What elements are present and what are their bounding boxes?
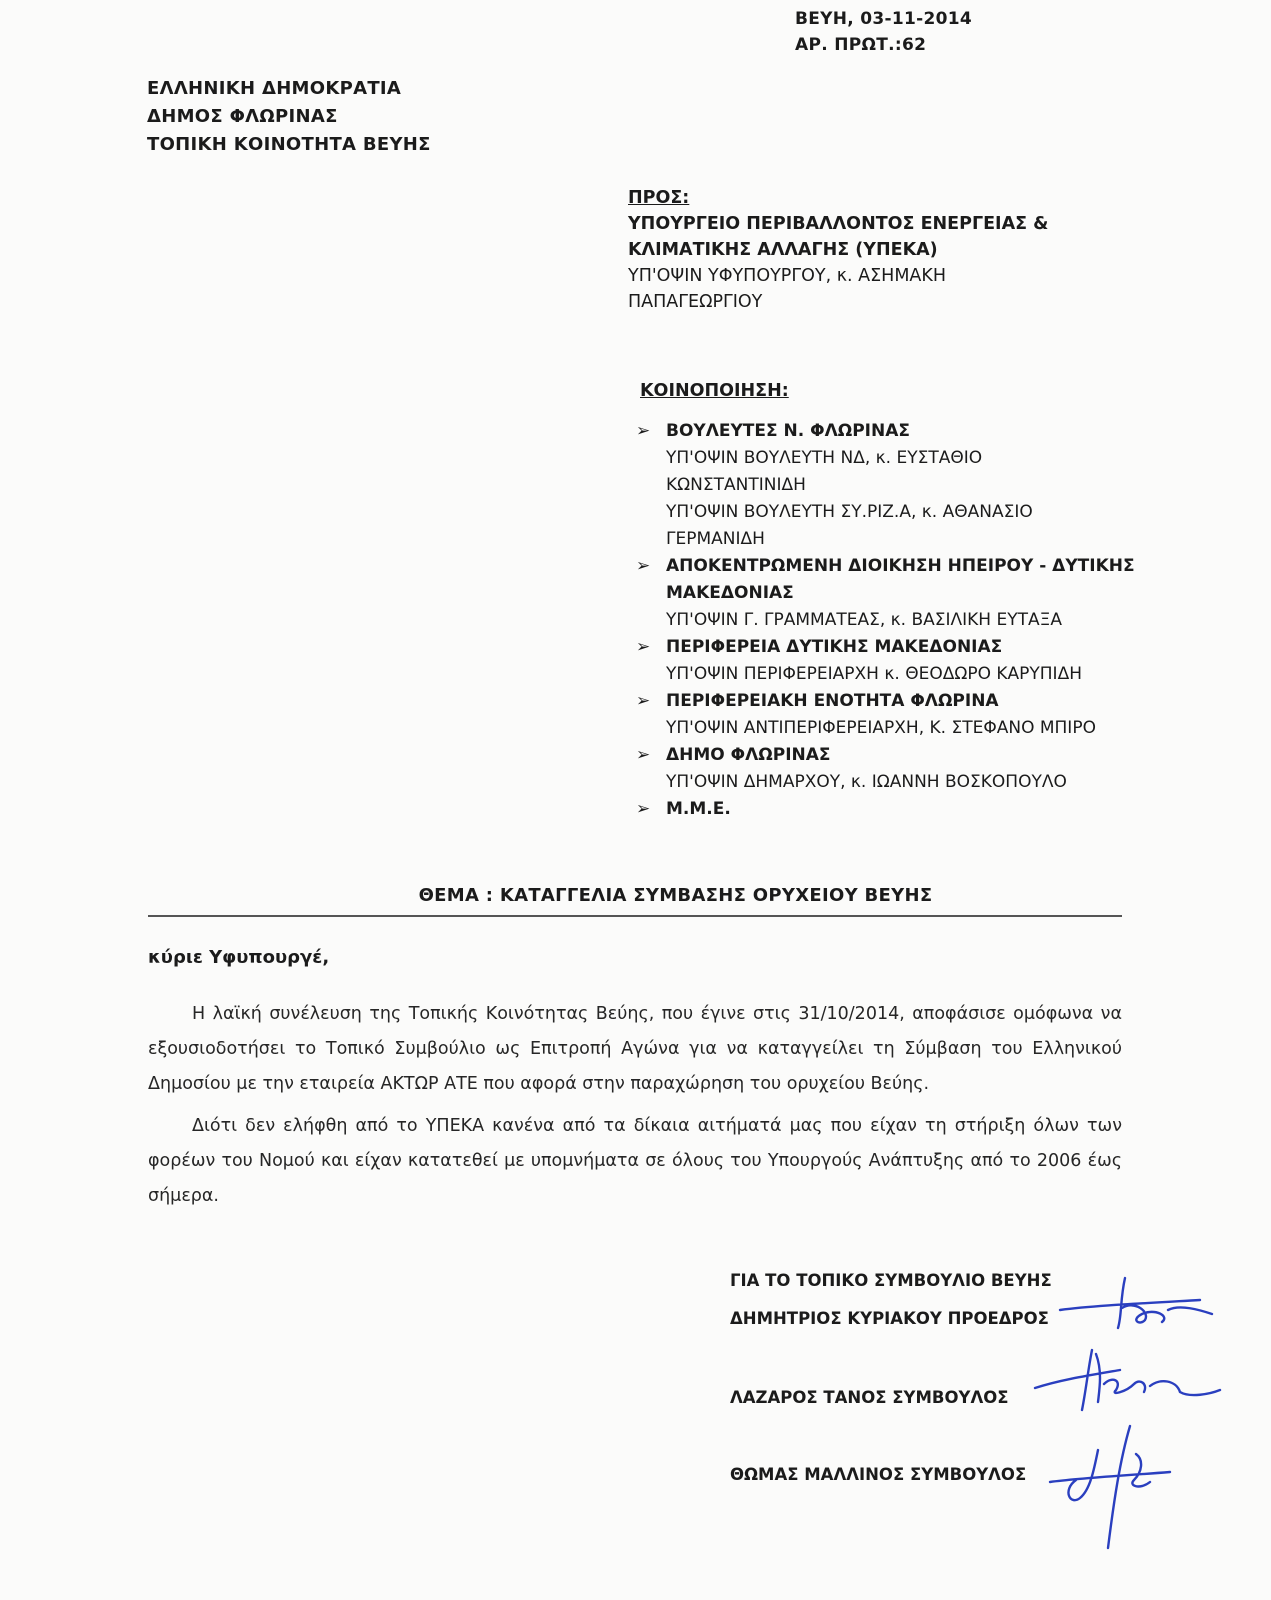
arrow-bullet-icon: ➢ xyxy=(636,637,651,657)
cc-item-municipality xyxy=(636,742,1135,796)
cc-org: Μ.Μ.Ε. xyxy=(666,799,731,819)
cc-attention: ΥΠ'ΟΨΙΝ ΑΝΤΙΠΕΡΙΦΕΡΕΙΑΡΧΗ, Κ. ΣΤΕΦΑΝΟ ΜΠΙΡΟ xyxy=(666,718,1096,738)
sender-line-municipality: ΔΗΜΟΣ ΦΛΩΡΙΝΑΣ xyxy=(147,106,338,127)
cc-org: ΔΗΜΟ ΦΛΩΡΙΝΑΣ xyxy=(666,745,831,765)
handwritten-signature-icon xyxy=(1030,1340,1230,1420)
cc-item-media xyxy=(636,796,1135,823)
handwritten-signature-icon xyxy=(1050,1270,1220,1340)
cc-attention: ΓΕΡΜΑΝΙΔΗ xyxy=(666,529,765,549)
cc-item-regional-unit xyxy=(636,688,1135,742)
body-paragraph: Η λαϊκή συνέλευση της Τοπικής Κοινότητας Βεύης, που έγινε στις 31/10/2014, αποφάσισε ομόφωνα να εξουσιοδοτήσει το Τοπικό Συμβούλιο ως Επιτροπή Αγώνα για να καταγγείλει τη Σύμβαση του Ελληνικού Δημοσίου με την εταιρεία ΑΚΤΩΡ ΑΤΕ που αφορά στην παραχώρηση του ορυχείου Βεύης. xyxy=(148,1004,1122,1094)
cc-org: ΒΟΥΛΕΥΤΕΣ Ν. ΦΛΩΡΙΝΑΣ xyxy=(666,421,910,441)
recipient-ministry-line1: ΥΠΟΥΡΓΕΙΟ ΠΕΡΙΒΑΛΛΟΝΤΟΣ ΕΝΕΡΓΕΙΑΣ & xyxy=(628,214,1049,234)
arrow-bullet-icon: ➢ xyxy=(636,421,651,441)
signature-council: ΓΙΑ ΤΟ ΤΟΠΙΚΟ ΣΥΜΒΟΥΛΙΟ ΒΕΥΗΣ xyxy=(730,1271,1052,1290)
subject-divider xyxy=(148,915,1122,917)
salutation: κύριε Υφυπουργέ, xyxy=(148,947,330,968)
cc-item-mps xyxy=(636,418,1135,553)
arrow-bullet-icon: ➢ xyxy=(636,745,651,765)
signature-president: ΔΗΜΗΤΡΙΟΣ ΚΥΡΙΑΚΟΥ ΠΡΟΕΔΡΟΣ xyxy=(730,1309,1049,1328)
cc-org: ΠΕΡΙΦΕΡΕΙΑ ΔΥΤΙΚΗΣ ΜΑΚΕΔΟΝΙΑΣ xyxy=(666,637,1003,657)
sender-block xyxy=(147,75,431,159)
sender-line-republic: ΕΛΛΗΝΙΚΗ ΔΗΜΟΚΡΑΤΙΑ xyxy=(147,78,402,99)
letter-body xyxy=(148,997,1122,1221)
body-paragraph: Διότι δεν ελήφθη από το ΥΠΕΚΑ κανένα από τα δίκαια αιτήματά μας που είχαν τη στήριξη όλων των φορέων του Νομού και είχαν κατατεθεί με υπομνήματα σε όλους του Υπουργούς Ανάπτυξης από το 2006 έως σήμερα. xyxy=(148,1116,1122,1206)
arrow-bullet-icon: ➢ xyxy=(636,556,651,576)
cc-attention: ΥΠ'ΟΨΙΝ ΠΕΡΙΦΕΡΕΙΑΡΧΗ κ. ΘΕΟΔΩΡΟ ΚΑΡΥΠΙΔΗ xyxy=(666,664,1082,684)
cc-block xyxy=(636,378,1135,823)
cc-org: ΜΑΚΕΔΟΝΙΑΣ xyxy=(666,583,794,603)
signature-stroke xyxy=(1050,1426,1170,1548)
cc-attention: ΥΠ'ΟΨΙΝ Γ. ΓΡΑΜΜΑΤΕΑΣ, κ. ΒΑΣΙΛΙΚΗ ΕΥΤΑΞΑ xyxy=(666,610,1062,630)
cc-item-decentralized-admin xyxy=(636,553,1135,634)
subject-text: ΘΕΜΑ : ΚΑΤΑΓΓΕΛΙΑ ΣΥΜΒΑΣΗΣ ΟΡΥΧΕΙΟΥ ΒΕΥΗΣ xyxy=(418,885,933,906)
recipient-block xyxy=(628,185,1048,315)
signature-member-tanos: ΛΑΖΑΡΟΣ ΤΑΝΟΣ ΣΥΜΒΟΥΛΟΣ xyxy=(730,1388,1009,1407)
recipient-ministry-line2: ΚΛΙΜΑΤΙΚΗΣ ΑΛΛΑΓΗΣ (ΥΠΕΚΑ) xyxy=(628,240,938,260)
signature-stroke xyxy=(1060,1278,1212,1328)
cc-org: ΠΕΡΙΦΕΡΕΙΑΚΗ ΕΝΟΤΗΤΑ ΦΛΩΡΙΝΑ xyxy=(666,691,999,711)
date-protocol-block xyxy=(795,6,972,58)
cc-org: ΑΠΟΚΕΝΤΡΩΜΕΝΗ ΔΙΟΙΚΗΣΗ ΗΠΕΙΡΟΥ - ΔΥΤΙΚΗΣ xyxy=(666,556,1135,576)
cc-attention: ΚΩΝΣΤΑΝΤΙΝΙΔΗ xyxy=(666,475,806,495)
arrow-bullet-icon: ➢ xyxy=(636,691,651,711)
protocol-number: ΑΡ. ΠΡΩΤ.:62 xyxy=(795,35,927,55)
subject-line xyxy=(0,885,1271,906)
sender-line-community: ΤΟΠΙΚΗ ΚΟΙΝΟΤΗΤΑ ΒΕΥΗΣ xyxy=(147,134,431,155)
recipient-attention-line1: ΥΠ'ΟΨΙΝ ΥΦΥΠΟΥΡΓΟΥ, κ. ΑΣΗΜΑΚΗ xyxy=(628,266,947,286)
cc-attention: ΥΠ'ΟΨΙΝ ΔΗΜΑΡΧΟΥ, κ. ΙΩΑΝΝΗ ΒΟΣΚΟΠΟΥΛΟ xyxy=(666,772,1067,792)
recipient-attention-line2: ΠΑΠΑΓΕΩΡΓΙΟΥ xyxy=(628,292,763,312)
handwritten-signature-icon xyxy=(1040,1420,1180,1555)
place-date: ΒΕΥΗ, 03-11-2014 xyxy=(795,9,973,29)
arrow-bullet-icon: ➢ xyxy=(636,799,651,819)
cc-label: ΚΟΙΝΟΠΟΙΗΣΗ: xyxy=(640,381,789,401)
signature-member-mallinos: ΘΩΜΑΣ ΜΑΛΛΙΝΟΣ ΣΥΜΒΟΥΛΟΣ xyxy=(730,1465,1027,1484)
cc-attention: ΥΠ'ΟΨΙΝ ΒΟΥΛΕΥΤΗ ΝΔ, κ. ΕΥΣΤΑΘΙΟ xyxy=(666,448,983,468)
cc-attention: ΥΠ'ΟΨΙΝ ΒΟΥΛΕΥΤΗ ΣΥ.ΡΙΖ.Α, κ. ΑΘΑΝΑΣΙΟ xyxy=(666,502,1033,522)
signature-stroke xyxy=(1035,1350,1220,1410)
recipient-label: ΠΡΟΣ: xyxy=(628,188,690,208)
cc-list xyxy=(636,418,1135,823)
cc-item-region xyxy=(636,634,1135,688)
